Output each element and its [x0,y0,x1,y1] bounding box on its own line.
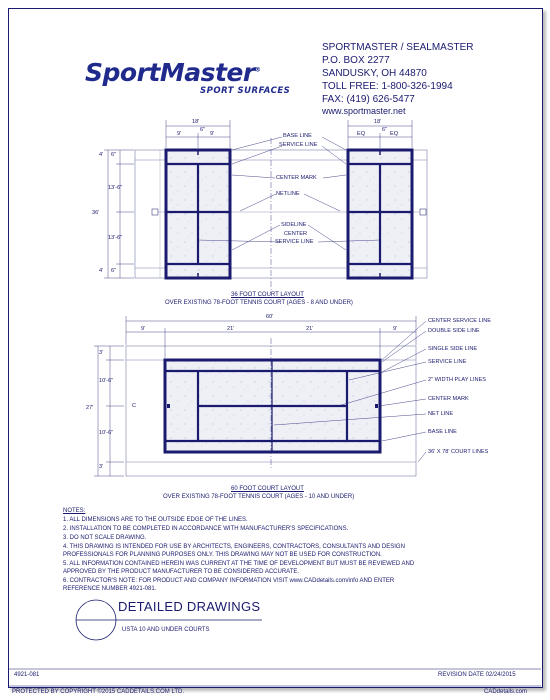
dim-21ft-left: 21' [227,326,235,332]
revision-date: REVISION DATE 02/24/2015 [438,672,516,678]
caption-36ft-subtitle: OVER EXISTING 78-FOOT TENNIS COURT (AGES - 8 AND UNDER) [165,300,353,306]
label-center-mark: CENTER MARK [276,175,317,181]
dim-13-6-top: 13'-6" [108,185,123,191]
dim-9ft-left: 9' [141,326,146,332]
dim-27ft: 27' [86,405,94,411]
notes-heading: NOTES: [63,508,86,514]
contact-pobox: P.O. BOX 2277 [322,55,390,66]
label-base-line-2: BASE LINE [428,429,457,435]
dim-21ft-right: 21' [306,326,314,332]
dim-9-left-a: 9' [177,131,182,137]
contact-city: SANDUSKY, OH 44870 [322,68,427,79]
dim-3ft-bottom: 3' [99,464,104,470]
contact-company: SPORTMASTER / SEALMASTER [322,42,474,53]
dim-3ft-top: 3' [99,350,104,356]
note-line-4b: PROFESSIONALS FOR PLANNING PURPOSES ONLY. THIS DRAWING MAY NOT BE USED FOR CONSTRUCTION. [63,552,382,558]
caption-60ft-title: 60 FOOT COURT LAYOUT [231,486,304,492]
dim-10-6-top: 10'-6" [99,378,114,384]
note-line-6b: REFERENCE NUMBER 4921-081. [63,586,157,592]
label-service-line: SERVICE LINE [279,142,318,148]
note-line-2: 2. INSTALLATION TO BE COMPLETED IN ACCORDANCE WITH MANUFACTURER'S SPECIFICATIONS. [63,526,349,532]
dim-9ft-right: 9' [393,326,398,332]
label-double-side-line: DOUBLE SIDE LINE [428,328,480,334]
note-line-4: 4. THIS DRAWING IS INTENDED FOR USE BY ARCHITECTS, ENGINEERS, CONTRACTORS, CONSULTANTS AND DESIGN [63,544,405,550]
caddetails-link[interactable]: CADdetails.com [484,689,528,695]
label-play-lines: 2" WIDTH PLAY LINES [428,377,487,383]
dim-60ft: 60' [266,314,274,320]
dim-4ft-top: 4' [99,152,104,158]
contact-tollfree: TOLL FREE: 1-800-326-1994 [322,81,453,92]
drawing-subtitle: USTA 10 AND UNDER COURTS [122,627,210,633]
center-mark-symbol: C [132,403,137,409]
dim-9-left-b: 9' [210,131,215,137]
court-layout-36ft [104,120,427,290]
dim-6in-bottom: 6" [111,268,117,274]
contact-website: www.sportmaster.net [322,106,406,116]
note-line-3: 3. DO NOT SCALE DRAWING. [63,535,147,541]
dim-6in-top: 6" [111,152,117,158]
caption-36ft-title: 36 FOOT COURT LAYOUT [231,292,304,298]
contact-fax: FAX: (419) 626-5477 [322,94,415,105]
label-single-side-line: SINGLE SIDE LINE [428,346,478,352]
dim-6in-right: 6" [382,127,388,133]
court-layout-60ft [94,316,426,476]
dim-36ft: 36' [92,210,100,216]
note-line-5b: APPROVED BY THE PRODUCT MANUFACTURER TO BE CONSIDERED ACCURATE. [63,569,300,575]
note-line-6: 6. CONTRACTOR'S NOTE: FOR PRODUCT AND COMPANY INFORMATION VISIT www.CADdetails.com/info AND ENTER [63,578,395,584]
label-netline: NETLINE [276,191,300,197]
drawing-title: DETAILED DRAWINGS [118,599,261,614]
label-center-mark-2: CENTER MARK [428,396,469,402]
label-center-service-line: SERVICE LINE [275,239,314,245]
label-service-line-2: SERVICE LINE [428,359,467,365]
copyright-notice: PROTECTED BY COPYRIGHT ©2015 CADDETAILS.COM LTD. [12,689,185,695]
note-line-5: 5. ALL INFORMATION CONTAINED HEREIN WAS CURRENT AT THE TIME OF DEVELOPMENT BUT MUST BE REVIEWED AND [63,561,415,567]
dim-eq-b: EQ [390,131,399,137]
dim-eq-a: EQ [357,131,366,137]
dim-10-6-bottom: 10'-6" [99,430,114,436]
caption-60ft-subtitle: OVER EXISTING 78-FOOT TENNIS COURT (AGES - 10 AND UNDER) [163,494,355,500]
label-court-lines: 36' X 78' COURT LINES [428,449,489,455]
dim-18-left: 18' [192,119,200,125]
dim-6in-left: 6" [200,127,206,133]
dim-18-right: 18' [374,119,382,125]
label-sideline: SIDELINE [281,222,307,228]
brand-logo-subtitle: SPORT SURFACES [200,86,291,96]
label-center-service-line-2: CENTER SERVICE LINE [428,318,491,324]
dim-4ft-bottom: 4' [99,268,104,274]
label-base-line: BASE LINE [283,133,312,139]
brand-logo: SportMaster® [85,58,261,87]
label-center: CENTER [284,231,307,237]
label-net-line: NET LINE [428,411,454,417]
note-line-1: 1. ALL DIMENSIONS ARE TO THE OUTSIDE EDGE OF THE LINES. [63,517,248,523]
dim-13-6-bottom: 13'-6" [108,235,123,241]
reference-number: 4921-081 [14,672,40,678]
